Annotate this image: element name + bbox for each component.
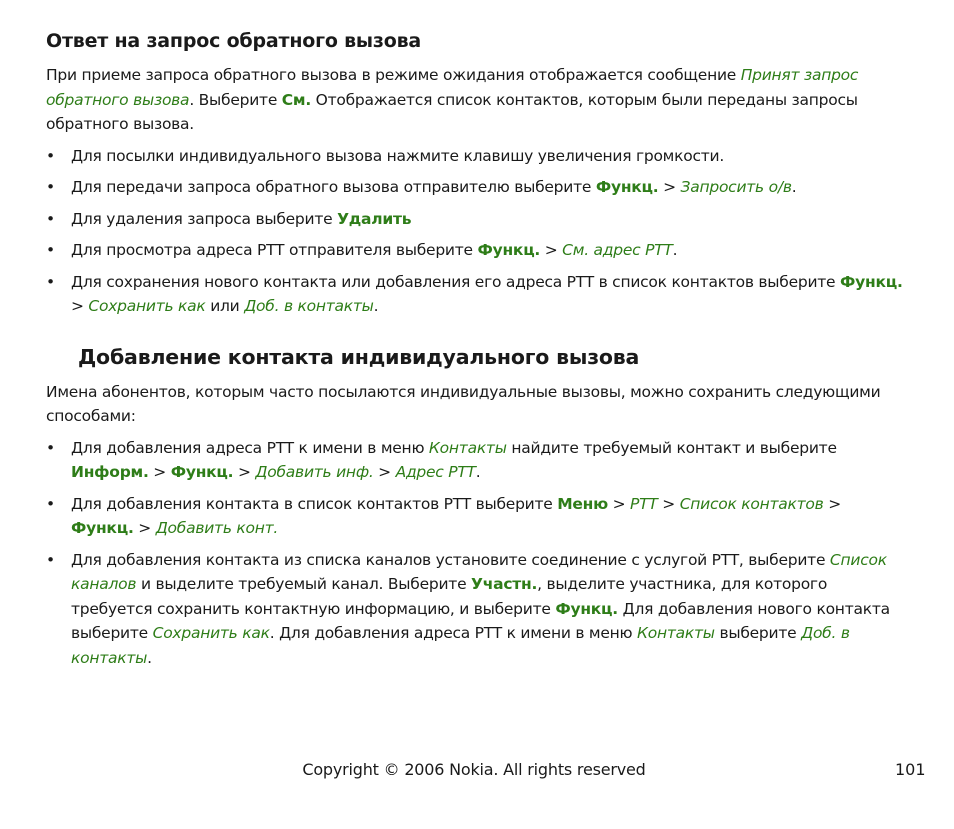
page-number: 101 bbox=[895, 760, 926, 779]
menu-item-ptt-address: Адрес PTT bbox=[395, 463, 476, 481]
separator: > bbox=[657, 494, 680, 513]
menu-item-view-ptt-address: См. адрес PTT bbox=[562, 241, 673, 259]
section1-intro bbox=[46, 63, 906, 137]
list-item bbox=[46, 492, 906, 541]
list-item bbox=[46, 207, 906, 232]
softkey-options: Функц. bbox=[170, 463, 234, 481]
menu-item-request-callback: Запросить о/в bbox=[680, 178, 792, 196]
bullet-icon: • bbox=[46, 272, 55, 291]
list-item bbox=[46, 548, 906, 671]
text: Для посылки индивидуального вызова нажмите клавишу увеличения громкости. bbox=[71, 146, 725, 165]
text: , выделите участника, для которого требуется сохранить контактную информацию, и выберите bbox=[71, 575, 828, 618]
separator: > bbox=[233, 463, 256, 481]
separator: > bbox=[133, 519, 156, 537]
bullet-icon: • bbox=[46, 178, 55, 196]
bullet-icon: • bbox=[46, 438, 55, 457]
text: . bbox=[475, 463, 481, 481]
softkey-menu: Меню bbox=[557, 494, 608, 513]
text: Для передачи запроса обратного вызова отправителю выберите bbox=[71, 178, 596, 196]
bullet-icon: • bbox=[46, 550, 55, 569]
text: Для удаления запроса выберите bbox=[71, 209, 338, 228]
menu-contacts: Контакты bbox=[428, 438, 507, 457]
list-item bbox=[46, 436, 906, 485]
text: выберите bbox=[714, 624, 802, 642]
separator: > bbox=[540, 241, 563, 259]
softkey-members: Участн. bbox=[471, 575, 538, 593]
menu-item-add-contact: Добавить конт. bbox=[155, 519, 279, 537]
text: или bbox=[205, 297, 245, 315]
menu-item-save-as: Сохранить как bbox=[88, 297, 206, 315]
section1-bullet-list bbox=[46, 144, 906, 319]
text: Для добавления контакта из списка каналов установите соединение с услугой PTT, выберите bbox=[71, 550, 830, 569]
softkey-options: Функц. bbox=[595, 178, 659, 196]
softkey-view: См. bbox=[281, 90, 311, 109]
menu-item-channel-list: Список каналов bbox=[71, 550, 887, 593]
separator: > bbox=[373, 463, 396, 481]
menu-item-save-as: Сохранить как bbox=[152, 624, 270, 642]
separator: > bbox=[148, 463, 171, 481]
text: . bbox=[791, 178, 797, 196]
text: . bbox=[147, 648, 152, 667]
text: . bbox=[672, 241, 678, 259]
text: Для добавления адреса PTT к имени в меню bbox=[71, 438, 429, 457]
bullet-icon: • bbox=[46, 494, 55, 513]
section2-bullet-list bbox=[46, 436, 906, 671]
text: . bbox=[373, 297, 379, 315]
text: . Выберите bbox=[189, 90, 282, 109]
separator: > bbox=[71, 297, 89, 315]
menu-item-add-to-contacts: Доб. в контакты bbox=[244, 297, 374, 315]
bullet-icon: • bbox=[46, 209, 55, 228]
bullet-icon: • bbox=[46, 146, 55, 165]
menu-item-add-to-contacts: Доб. в контакты bbox=[71, 624, 850, 667]
separator: > bbox=[823, 494, 841, 513]
text: и выделите требуемый канал. Выберите bbox=[136, 575, 472, 593]
footer-copyright: Copyright © 2006 Nokia. All rights reserved bbox=[302, 760, 646, 779]
text: Для просмотра адреса PTT отправителя выберите bbox=[71, 241, 478, 259]
document-page bbox=[46, 30, 906, 677]
section-heading-add-contact: Добавление контакта индивидуального вызова bbox=[78, 344, 640, 369]
list-item bbox=[46, 144, 906, 169]
text: найдите требуемый контакт и выберите bbox=[506, 438, 837, 457]
text: При приеме запроса обратного вызова в режиме ожидания отображается сообщение bbox=[46, 66, 741, 84]
separator: > bbox=[607, 494, 631, 513]
softkey-options: Функц. bbox=[71, 519, 134, 537]
list-item bbox=[46, 175, 906, 200]
menu-item-add-info: Добавить инф. bbox=[255, 463, 374, 481]
menu-item-contact-list: Список контактов bbox=[679, 494, 824, 513]
menu-contacts: Контакты bbox=[637, 624, 715, 642]
text: Для добавления контакта в список контактов PTT выберите bbox=[71, 494, 558, 513]
text: Для сохранения нового контакта или добавления его адреса PTT в список контактов выберите bbox=[71, 272, 841, 291]
bullet-icon: • bbox=[46, 241, 55, 259]
list-item bbox=[46, 270, 906, 319]
section2-intro: Имена абонентов, которым часто посылаются индивидуальные вызовы, можно сохранить следующими способами: bbox=[46, 382, 881, 425]
softkey-options: Функц. bbox=[477, 241, 541, 259]
softkey-info: Информ. bbox=[71, 463, 149, 481]
list-item bbox=[46, 238, 906, 263]
text: . Для добавления адреса PTT к имени в меню bbox=[269, 624, 637, 642]
section-heading-callback-reply: Ответ на запрос обратного вызова bbox=[46, 30, 422, 52]
softkey-options: Функц. bbox=[840, 272, 903, 291]
text: Для добавления нового контакта выберите bbox=[71, 599, 890, 642]
menu-item-ptt: PTT bbox=[630, 494, 658, 513]
softkey-delete: Удалить bbox=[337, 209, 412, 228]
softkey-options: Функц. bbox=[555, 599, 618, 618]
text: Отображается список контактов, которым были переданы запросы обратного вызова. bbox=[46, 90, 858, 133]
separator: > bbox=[658, 178, 681, 196]
message-text: Принят запрос обратного вызова bbox=[46, 66, 859, 109]
